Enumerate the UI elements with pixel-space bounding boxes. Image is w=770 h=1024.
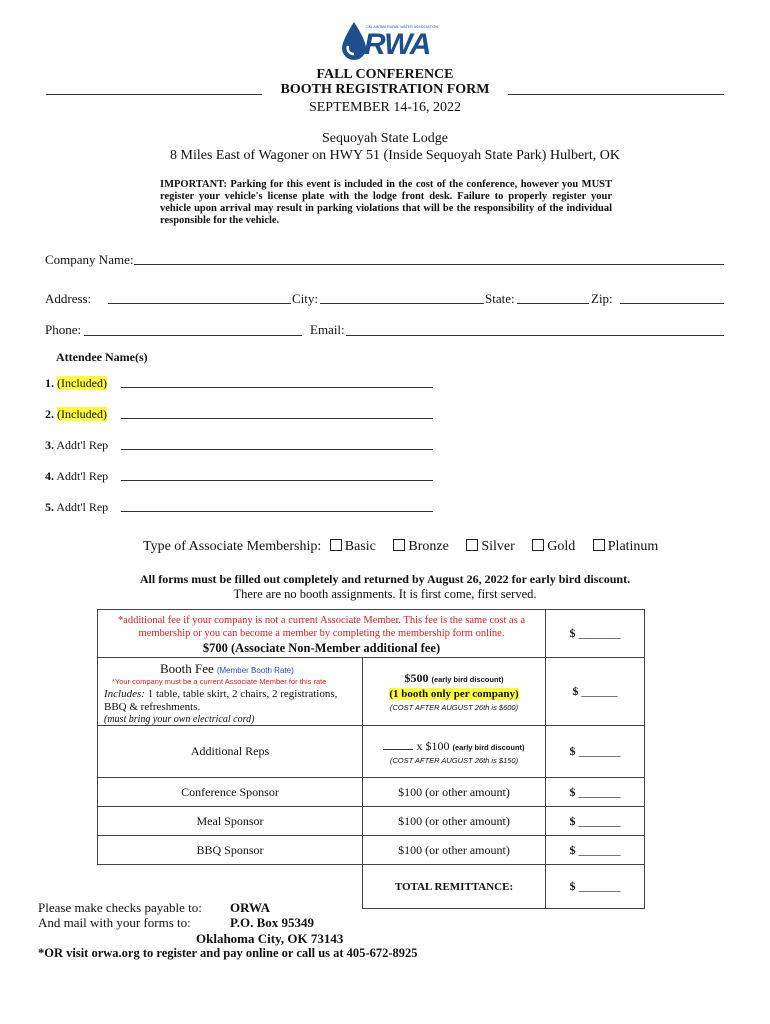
membership-option-silver[interactable]: Silver [466,539,514,554]
logo-text: RWA [364,28,431,61]
address-input[interactable] [108,303,291,304]
attendee-row [45,500,108,515]
state-input[interactable] [517,303,589,304]
checkbox[interactable] [330,539,342,551]
assignment-notice: There are no booth assignments. It is first come, first served. [233,587,537,601]
parking-notice: IMPORTANT: Parking for this event is included in the cost of the conference, however you MUST register your vehicle's license plate with the lodge front desk. Failure to properly register your vehicle upon arrival may result in parking violations that will be the responsibility of the individual responsible for the vehicle. [160,179,612,226]
logo-tagline: OKLAHOMA RURAL WATER ASSOCIATION [366,25,438,29]
sponsor-label: Meal Sponsor [98,807,363,836]
attendee-number: 4. [45,469,54,483]
booth-amount[interactable]: $ ______ [546,658,645,726]
membership-option-gold[interactable]: Gold [532,539,575,554]
phone-input[interactable] [84,335,302,336]
reps-count-input[interactable] [383,749,413,750]
zip-input[interactable] [620,303,724,304]
attendee-row [45,376,107,391]
company-input[interactable] [134,264,724,265]
city-input[interactable] [320,303,484,304]
attendee-label: Addt'l Rep [56,500,109,514]
attendee-number: 1. [45,376,54,390]
payable-label: Please make checks payable to: [38,900,202,915]
attendee-row [45,407,107,422]
membership-option-platinum[interactable]: Platinum [593,539,659,554]
checkbox[interactable] [593,539,605,551]
attendee-label: (Included) [57,376,107,390]
sponsor-label: BBQ Sponsor [98,836,363,865]
includes-label: Includes: [104,687,145,700]
sponsor-price: $100 (or other amount) [363,807,546,836]
deadline-notice: All forms must be filled out completely and returned by August 26, 2022 for early bird discount. [139,572,631,586]
attendee-row [45,438,108,453]
attendee-number: 5. [45,500,54,514]
nonmember-amount[interactable]: $ _______ [546,610,645,658]
reps-price-cell [363,726,546,778]
booth-early-bird: (early bird discount) [431,675,504,684]
event-dates: SEPTEMBER 14-16, 2022 [308,100,462,115]
nonmember-cell [98,610,546,658]
state-label: State: [485,291,515,306]
sponsor-amount[interactable]: $ _______ [546,778,645,807]
attendee-name-input[interactable] [121,387,433,388]
attendee-name-input[interactable] [121,480,433,481]
checkbox[interactable] [532,539,544,551]
attendee-name-input[interactable] [121,449,433,450]
reps-amount[interactable]: $ _______ [546,726,645,778]
booth-fee-sub: (Member Booth Rate) [216,665,294,675]
booth-fee-title: Booth Fee [160,660,214,676]
booth-late-price: (COST AFTER AUGUST 26th is $600) [389,703,519,712]
header-rule-right [508,94,724,95]
attendees-heading: Attendee Name(s) [56,350,148,364]
membership-label: Type of Associate Membership: [143,539,322,554]
one-booth-note: (1 booth only per company) [389,688,519,700]
reps-early-bird: (early bird discount) [452,742,525,752]
attendee-label: (Included) [57,407,107,421]
membership-option-bronze[interactable]: Bronze [393,539,448,554]
sponsor-label: Conference Sponsor [98,778,363,807]
attendee-label: Addt'l Rep [56,469,109,483]
city-label: City: [292,291,319,306]
membership-option-basic[interactable]: Basic [330,539,376,554]
booth-member-note: *Your company must be a current Associate Member for this rate [112,676,327,686]
attendee-row [45,469,108,484]
mail-label: And mail with your forms to: [38,915,191,930]
fee-table [97,609,645,909]
phone-label: Phone: [45,322,82,337]
attendee-name-input[interactable] [121,418,433,419]
zip-label: Zip: [591,291,613,306]
reps-label: Additional Reps [98,726,363,778]
booth-price-cell [363,658,546,726]
sponsor-amount[interactable]: $ _______ [546,836,645,865]
location: 8 Miles East of Wagoner on HWY 51 (Inside Sequoyah State Park) Hulbert, OK [170,148,620,163]
checkbox[interactable] [393,539,405,551]
attendee-name-input[interactable] [121,511,433,512]
title-fall-conference: FALL CONFERENCE [316,67,454,82]
total-label: TOTAL REMITTANCE: [363,865,546,909]
logo [340,20,438,64]
booth-price: $500 [404,671,429,685]
payable-to: ORWA [230,900,270,915]
attendee-number: 2. [45,407,54,421]
email-input[interactable] [346,335,724,336]
checkbox[interactable] [466,539,478,551]
reps-late-price: (COST AFTER AUGUST 26th is $150) [389,755,519,765]
mail-address-1: P.O. Box 95349 [230,915,315,930]
attendee-label: Addt'l Rep [56,438,109,452]
includes-text: 1 table, table skirt, 2 chairs, 2 registrations, BBQ & refreshments. [104,687,338,713]
sponsor-price: $100 (or other amount) [363,778,546,807]
title-booth-registration: BOOTH REGISTRATION FORM [280,82,490,97]
nonmember-fee: $700 (Associate Non-Member additional fee) [202,640,441,655]
attendee-number: 3. [45,438,54,452]
sponsor-price: $100 (or other amount) [363,836,546,865]
membership-row [143,539,658,555]
email-label: Email: [310,322,345,337]
reps-price: x $100 [416,738,450,753]
nonmember-note: *additional fee if your company is not a current Associate Member. This fee is the same cost as a membership or you can become a member by completing the membership form online. [117,614,526,639]
address-label: Address: [45,291,92,306]
online-note: *OR visit orwa.org to register and pay online or call us at 405-672-8925 [38,946,418,960]
total-amount[interactable]: $ _______ [546,865,645,909]
company-label: Company Name: [45,252,134,267]
booth-fee-cell [98,658,363,726]
mail-address-2: Oklahoma City, OK 73143 [196,931,344,946]
sponsor-amount[interactable]: $ _______ [546,807,645,836]
venue: Sequoyah State Lodge [322,131,448,146]
electrical-note: (must bring your own electrical cord) [104,713,255,725]
